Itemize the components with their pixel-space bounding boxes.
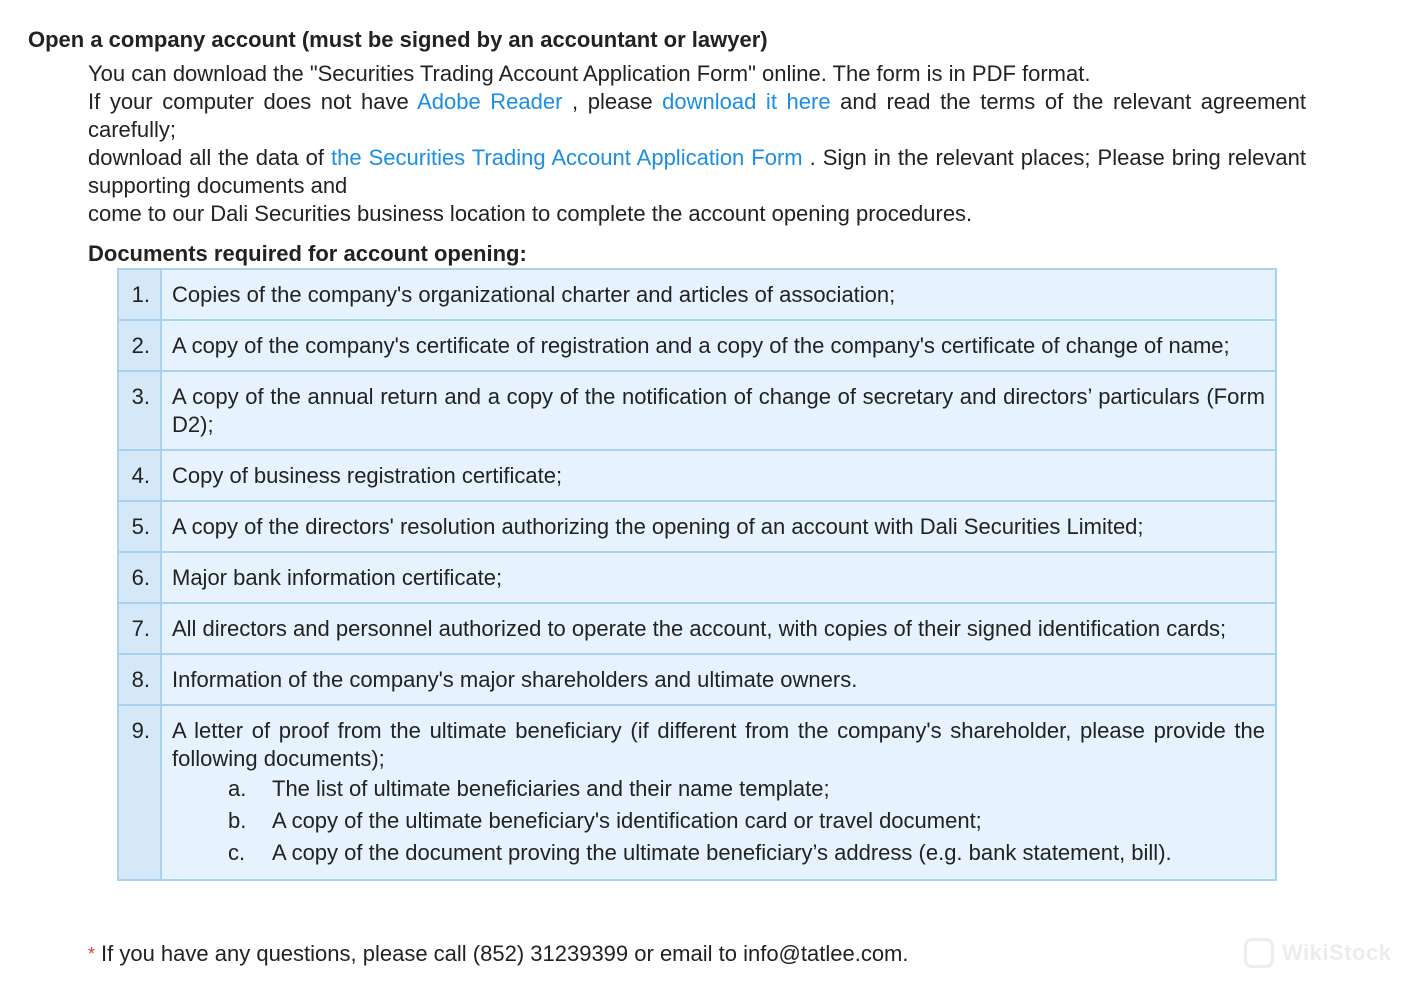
table-row [118,552,1276,603]
intro-p2-text-a: If your computer does not have [88,89,418,114]
page-heading: Open a company account (must be signed by an accountant or lawyer) [28,27,768,52]
row-number: 7. [118,603,161,654]
intro-paragraph-2 [88,88,1306,144]
intro-paragraph-3 [88,144,1306,200]
intro-p2-text-b: , please [562,89,663,114]
documents-title: Documents required for account opening: [88,241,527,266]
table-row [118,705,1276,880]
watermark-text: WikiStock [1282,940,1392,965]
footnote-text: If you have any questions, please call (852) 31239399 or email to info@tatlee.com. [101,941,909,966]
table-row [118,320,1276,371]
row-9-main-text: A letter of proof from the ultimate beneficiary (if different from the company's shareholder, please provide the following documents); [172,718,1265,771]
sub-item-letter: a. [228,776,247,801]
download-here-link[interactable]: download it here [662,89,831,114]
row-number: 4. [118,450,161,501]
sub-item [228,837,1265,869]
sub-item-text: A copy of the document proving the ultimate beneficiary’s address (e.g. bank statement, bill). [272,840,1172,865]
table-row [118,450,1276,501]
sub-item-letter: b. [228,808,247,833]
row-text: Information of the company's major shareholders and ultimate owners. [161,654,1276,705]
row-number: 6. [118,552,161,603]
adobe-reader-link[interactable]: Adobe Reader [417,89,563,114]
sub-item [228,773,1265,805]
sub-item-letter: c. [228,840,246,865]
row-text: Copy of business registration certificate; [161,450,1276,501]
requirements-table [117,268,1277,881]
wikistock-logo-icon [1244,938,1274,968]
row-text: A copy of the annual return and a copy of the notification of change of secretary and directors’ particulars (Form D2); [161,371,1276,450]
table-row [118,269,1276,320]
sub-item [228,805,1265,837]
table-row [118,603,1276,654]
asterisk-icon: * [88,944,96,964]
intro-p3-text-a: download all the data of [88,145,331,170]
row-text: Major bank information certificate; [161,552,1276,603]
application-form-link[interactable]: the Securities Trading Account Application Form [331,145,803,170]
intro-line-1: You can download the "Securities Trading Account Application Form" online. The form is in PDF format. [88,61,1091,86]
intro-text [88,60,1306,228]
row-number: 2. [118,320,161,371]
contact-footnote [88,940,909,968]
row-text: Copies of the company's organizational charter and articles of association; [161,269,1276,320]
table-row [118,501,1276,552]
intro-p3-text-b: . Sign in the relevant places; Please bring relevant supporting documents and [88,145,1306,198]
row-number: 9. [118,705,161,880]
row-text: A copy of the company's certificate of registration and a copy of the company's certificate of change of name; [161,320,1276,371]
table-row [118,654,1276,705]
intro-p2-text-c: and read the terms of the relevant agreement carefully; [88,89,1306,142]
row-number: 5. [118,501,161,552]
intro-line-4: come to our Dali Securities business location to complete the account opening procedures. [88,201,973,226]
row-text: All directors and personnel authorized to operate the account, with copies of their signed identification cards; [161,603,1276,654]
table-row [118,371,1276,450]
row-number: 1. [118,269,161,320]
row-text: A copy of the directors' resolution authorizing the opening of an account with Dali Securities Limited; [161,501,1276,552]
row-number: 3. [118,371,161,450]
sub-item-text: The list of ultimate beneficiaries and their name template; [272,776,830,801]
row-text [161,705,1276,880]
sub-item-text: A copy of the ultimate beneficiary's identification card or travel document; [272,808,982,833]
row-number: 8. [118,654,161,705]
watermark [1244,938,1391,968]
